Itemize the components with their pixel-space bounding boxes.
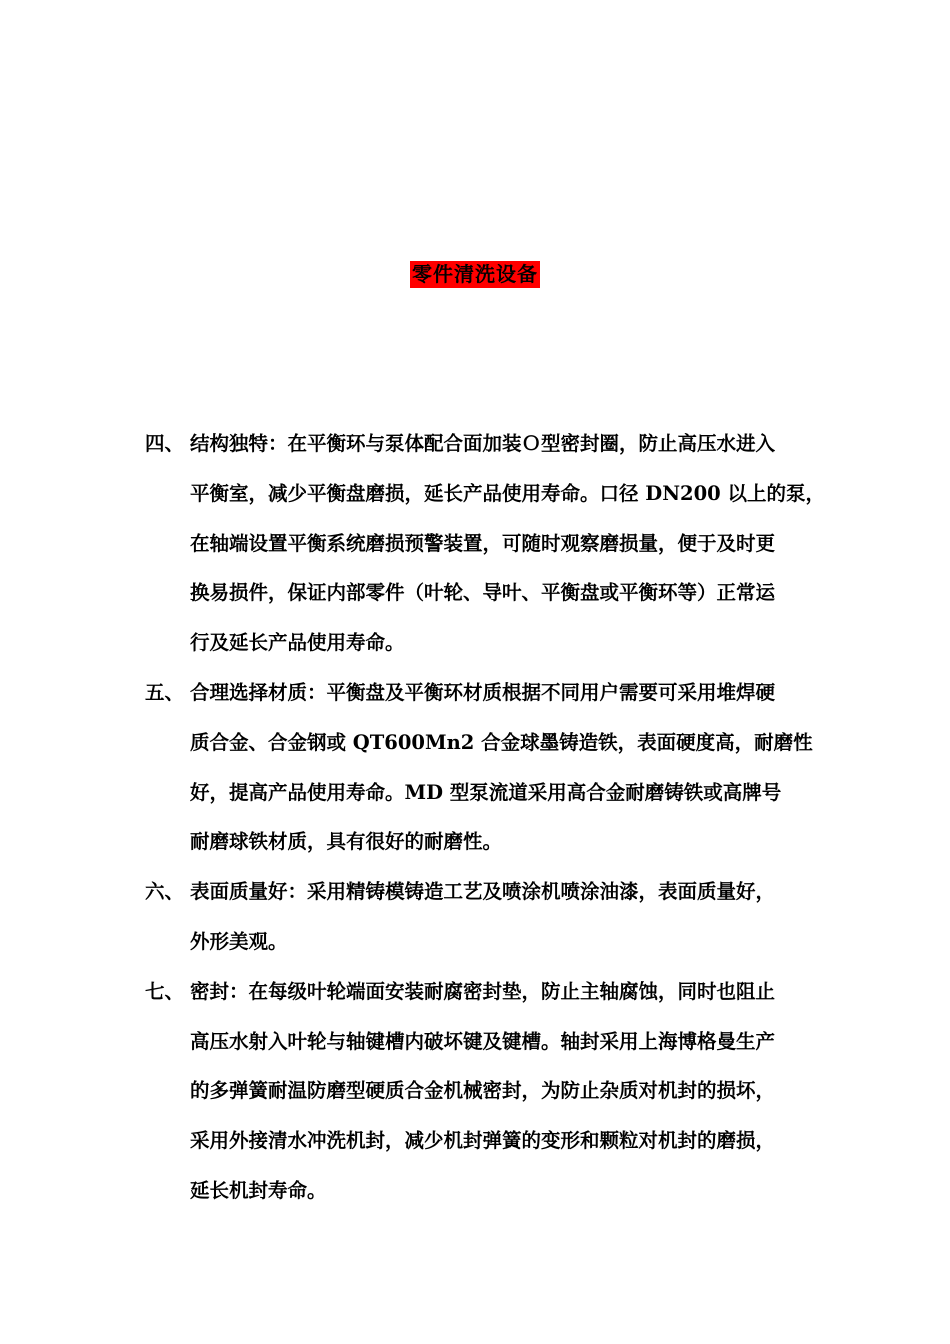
paragraph-number: 四、 [145, 432, 185, 455]
paragraph-line: 平衡室，减少平衡盘磨损，延长产品使用寿命。口径 DN200 以上的泵， [190, 481, 826, 505]
paragraph-number: 七、 [145, 979, 185, 1003]
paragraph-line: 高压水射入叶轮与轴键槽内破坏键及键槽。轴封采用上海博格曼生产 [190, 1029, 776, 1053]
paragraph-line: 密封：在每级叶轮端面安装耐腐密封垫，防止主轴腐蚀，同时也阻止 [190, 979, 776, 1003]
paragraph-line: 在轴端设置平衡系统磨损预警装置，可随时观察磨损量，便于及时更 [190, 531, 776, 555]
paragraph-line: 合理选择材质：平衡盘及平衡环材质根据不同用户需要可采用堆焊硬 [190, 680, 776, 704]
paragraph-line: 换易损件，保证内部零件（叶轮、导叶、平衡盘或平衡环等）正常运 [190, 581, 776, 605]
paragraph-5 [145, 668, 870, 867]
document-body [0, 419, 950, 1216]
paragraph-line: 延长机封寿命。 [190, 1178, 327, 1202]
paragraph-line: 表面质量好：采用精铸模铸造工艺及喷涂机喷涂油漆，表面质量好， [190, 880, 776, 904]
paragraph-4 [145, 419, 870, 668]
paragraph-line: 质合金、合金钢或 QT600Mn2 合金球墨铸造铁，表面硬度高，耐磨性 [190, 730, 813, 754]
paragraph-6 [145, 867, 870, 967]
document-title: 零件清洗设备 [412, 262, 538, 286]
paragraph-line: 外形美观。 [190, 929, 288, 953]
paragraph-line: 耐磨球铁材质，具有很好的耐磨性。 [190, 830, 503, 854]
paragraph-number: 五、 [145, 680, 185, 704]
paragraph-line: 好，提高产品使用寿命。MD 型泵流道采用高合金耐磨铸铁或高牌号 [190, 780, 782, 804]
paragraph-line: 采用外接清水冲洗机封，减少机封弹簧的变形和颗粒对机封的磨损， [190, 1129, 776, 1153]
paragraph-line: 的多弹簧耐温防磨型硬质合金机械密封，为防止杂质对机封的损坏， [190, 1079, 776, 1103]
paragraph-number: 六、 [145, 880, 185, 904]
paragraph-7 [145, 967, 870, 1216]
title-container [0, 261, 950, 288]
paragraph-line: 结构独特：在平衡环与泵体配合面加装Ｏ型密封圈，防止高压水进入 [190, 432, 776, 455]
paragraph-line: 行及延长产品使用寿命。 [190, 631, 405, 655]
